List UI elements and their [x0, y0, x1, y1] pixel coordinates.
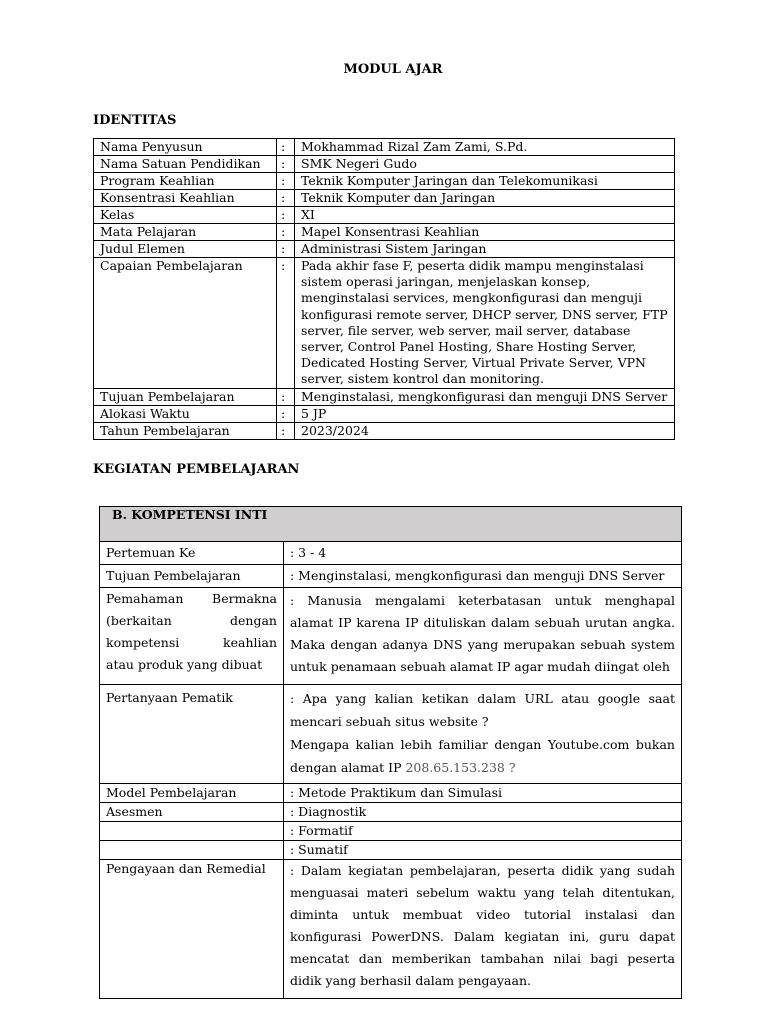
table-row	[100, 803, 682, 822]
colon: :	[277, 190, 295, 207]
identity-value: Teknik Komputer Jaringan dan Telekomunikasi	[295, 173, 675, 190]
identity-value: Pada akhir fase F, peserta didik mampu menginstalasi sistem operasi jaringan, menjelaskan konsep, menginstalasi services, mengkonfigurasi dan menguji konfigurasi remote server, DHCP server, DNS server, FTP server, file server, web server, mail server, database server, Control Panel Hosting, Share Hosting Server, Dedicated Hosting Server, Virtual Private Server, VPN server, sistem kontrol dan monitoring.	[295, 258, 675, 389]
pematik-question-1: : Apa yang kalian ketikan dalam URL atau google saat mencari sebuah situs website ?	[290, 691, 675, 729]
table-header-row	[100, 507, 682, 542]
pematik-label: Pertanyaan Pematik	[100, 685, 284, 784]
identity-label: Judul Elemen	[94, 241, 277, 258]
identity-value: SMK Negeri Gudo	[295, 156, 675, 173]
document-title: MODUL AJAR	[343, 62, 443, 77]
identity-label: Capaian Pembelajaran	[94, 258, 277, 389]
identity-value: Menginstalasi, mengkonfigurasi dan menguji DNS Server	[295, 388, 675, 405]
empty-cell	[100, 822, 284, 841]
model-value: : Metode Praktikum dan Simulasi	[284, 784, 682, 803]
label-word: keahlian	[223, 635, 277, 650]
colon: :	[277, 422, 295, 439]
identity-value: XI	[295, 207, 675, 224]
colon: :	[277, 139, 295, 156]
asesmen-sumatif: : Sumatif	[284, 841, 682, 860]
label-word: dengan	[230, 613, 277, 628]
pematik-question-2-text: Mengapa kalian lebih familiar dengan Youtube.com bukan dengan alamat IP	[290, 737, 675, 775]
table-row	[94, 258, 675, 389]
identity-value: Mapel Konsentrasi Keahlian	[295, 224, 675, 241]
section-header: B. KOMPETENSI INTI	[100, 507, 682, 542]
label-word: (berkaitan	[106, 613, 172, 628]
empty-cell	[100, 841, 284, 860]
activity-table	[99, 506, 682, 999]
pemahaman-label	[100, 588, 284, 685]
table-row	[100, 685, 682, 784]
identity-value: Mokhammad Rizal Zam Zami, S.Pd.	[295, 139, 675, 156]
model-label: Model Pembelajaran	[100, 784, 284, 803]
pematik-value	[284, 685, 682, 784]
asesmen-label: Asesmen	[100, 803, 284, 822]
colon: :	[277, 258, 295, 389]
table-row	[100, 841, 682, 860]
table-row	[94, 405, 675, 422]
table-row	[94, 422, 675, 439]
table-row	[94, 139, 675, 156]
identity-label: Nama Satuan Pendidikan	[94, 156, 277, 173]
identity-label: Program Keahlian	[94, 173, 277, 190]
identity-value: Teknik Komputer dan Jaringan	[295, 190, 675, 207]
identity-label: Mata Pelajaran	[94, 224, 277, 241]
table-row	[100, 822, 682, 841]
table-row	[100, 565, 682, 588]
identity-value: 2023/2024	[295, 422, 675, 439]
identity-heading: IDENTITAS	[93, 113, 177, 128]
pertemuan-value: : 3 - 4	[284, 542, 682, 565]
table-row	[94, 224, 675, 241]
ip-address: 208.65.153.238 ?	[405, 760, 516, 775]
table-row	[94, 207, 675, 224]
colon: :	[277, 241, 295, 258]
table-row	[94, 388, 675, 405]
colon: :	[277, 156, 295, 173]
identity-value: 5 JP	[295, 405, 675, 422]
identity-label: Tahun Pembelajaran	[94, 422, 277, 439]
pematik-question-2	[290, 733, 675, 779]
table-row	[100, 542, 682, 565]
tujuan-label: Tujuan Pembelajaran	[100, 565, 284, 588]
colon: :	[277, 405, 295, 422]
table-row	[100, 784, 682, 803]
identity-label: Kelas	[94, 207, 277, 224]
asesmen-formatif: : Formatif	[284, 822, 682, 841]
activity-heading: KEGIATAN PEMBELAJARAN	[93, 462, 300, 477]
table-row	[94, 190, 675, 207]
pertemuan-label: Pertemuan Ke	[100, 542, 284, 565]
identity-label: Alokasi Waktu	[94, 405, 277, 422]
remedial-label: Pengayaan dan Remedial	[100, 860, 284, 999]
asesmen-diagnostik: : Diagnostik	[284, 803, 682, 822]
identity-table	[93, 138, 675, 440]
table-row	[94, 156, 675, 173]
identity-label: Tujuan Pembelajaran	[94, 388, 277, 405]
table-row	[100, 860, 682, 999]
pemahaman-value: : Manusia mengalami keterbatasan untuk menghapal alamat IP karena IP dituliskan dalam sebuah urutan angka. Maka dengan adanya DNS yang merupakan sebuah system untuk penamaan sebuah alamat IP agar mudah diingat oleh	[284, 588, 682, 685]
table-row	[94, 241, 675, 258]
label-word: Bermakna	[212, 591, 277, 606]
identity-value: Administrasi Sistem Jaringan	[295, 241, 675, 258]
colon: :	[277, 173, 295, 190]
identity-label: Nama Penyusun	[94, 139, 277, 156]
colon: :	[277, 224, 295, 241]
label-word: atau produk yang dibuat	[106, 657, 263, 672]
identity-label: Konsentrasi Keahlian	[94, 190, 277, 207]
table-row	[100, 588, 682, 685]
remedial-value: : Dalam kegiatan pembelajaran, peserta didik yang sudah menguasai materi sebelum waktu yang telah ditentukan, diminta untuk membuat video tutorial instalasi dan konfigurasi PowerDNS. Dalam kegiatan ini, guru dapat mencatat dan memberikan tambahan nilai bagi peserta didik yang berhasil dalam pengayaan.	[284, 860, 682, 999]
colon: :	[277, 388, 295, 405]
label-word: kompetensi	[106, 635, 180, 650]
table-row	[94, 173, 675, 190]
colon: :	[277, 207, 295, 224]
tujuan-value: : Menginstalasi, mengkonfigurasi dan menguji DNS Server	[284, 565, 682, 588]
label-word: Pemahaman	[106, 591, 184, 606]
